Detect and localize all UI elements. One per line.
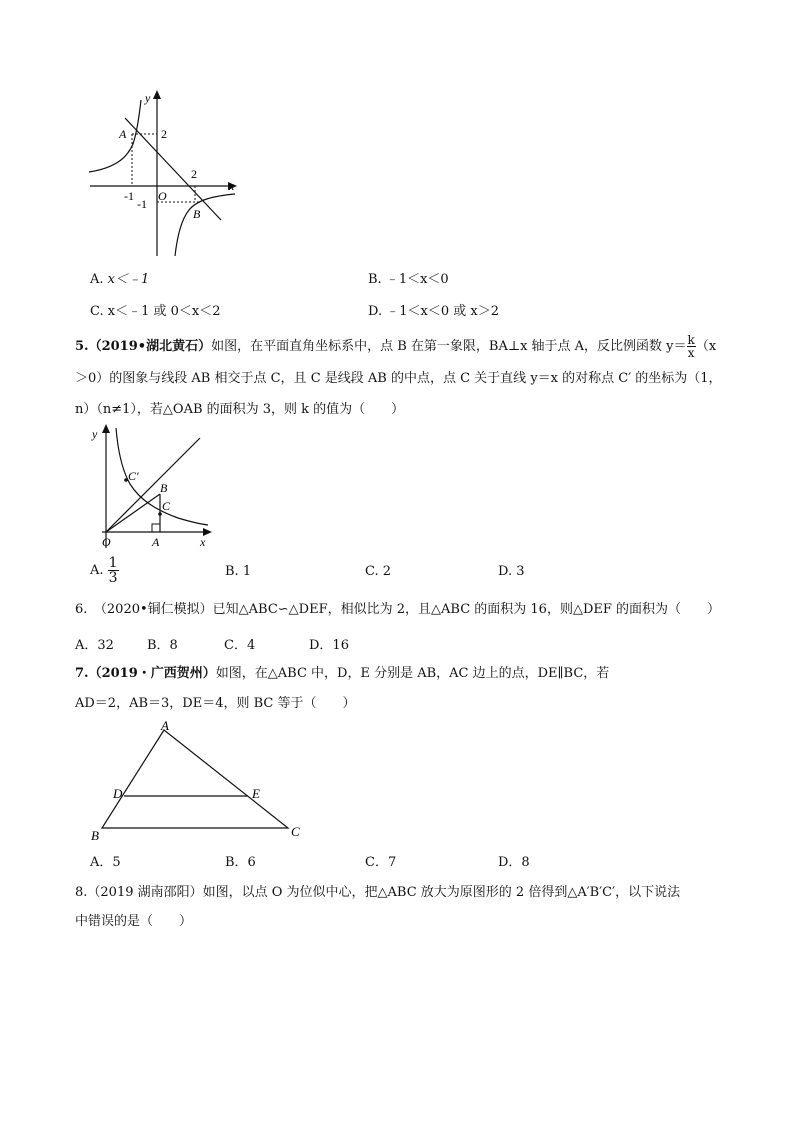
fig1-tick-2y: 2 <box>161 127 167 141</box>
q6-option-c[interactable]: C．4 <box>224 638 256 653</box>
fig1-label-A: A <box>119 127 127 141</box>
q8-line-1: 8.（2019 湖南邵阳）如图，以点 O 为位似中心，把△ABC 放大为原图形的 2 倍得到△A′B′C′，以下说法 <box>75 885 681 900</box>
fig1-label-x: x <box>229 179 235 193</box>
q7-option-d[interactable]: D．8 <box>498 855 530 870</box>
fig2-label-Cp: C′ <box>128 469 139 483</box>
fig1-tick-m1x: -1 <box>124 189 134 203</box>
fig1-label-O: O <box>158 189 167 203</box>
q4-option-a[interactable]: A. x＜﹣1 <box>90 272 150 287</box>
fig1-tick-m1y: -1 <box>137 197 147 211</box>
q5-option-a[interactable]: A. $\frac{1}{3}$ <box>90 555 118 586</box>
q5-option-d[interactable]: D. 3 <box>498 564 525 579</box>
q7-option-c[interactable]: C．7 <box>365 855 397 870</box>
q5-option-b[interactable]: B. 1 <box>225 564 252 579</box>
fig2-label-A: A <box>152 535 160 549</box>
fig2-label-O: O <box>102 535 111 549</box>
q5-line-1: 5.（2019•湖北黄石）如图，在平面直角坐标系中，点 B 在第一象限，BA⊥x 轴于点 A，反比例函数 y＝ $\frac{k}{x}$ （x <box>75 333 717 360</box>
q4-option-c[interactable]: C. x＜﹣1 或 0＜x＜2 <box>90 304 221 319</box>
fig1-tick-2x: 2 <box>191 167 197 181</box>
q5-line-3: n）（n≠1），若△OAB 的面积为 3，则 k 的值为（ ） <box>75 402 405 417</box>
fig3-label-E: E <box>252 786 260 801</box>
q7-line-1: 7.（2019・广西贺州）如图，在△ABC 中，D，E 分别是 AB，AC 边上的点，DE∥BC，若 <box>75 666 610 681</box>
q6-option-d[interactable]: D．16 <box>309 638 349 653</box>
fig2-label-y: y <box>92 427 98 441</box>
figure-hyperbola-line <box>85 88 245 258</box>
q7-option-b[interactable]: B．6 <box>225 855 256 870</box>
q7-option-a[interactable]: A．5 <box>90 855 121 870</box>
fig3-label-A: A <box>161 718 169 733</box>
fig1-label-B: B <box>193 207 201 221</box>
q8-line-2: 中错误的是（ ） <box>75 914 193 929</box>
fig1-label-y: y <box>145 91 151 105</box>
q5-line-2: ＞0）的图象与线段 AB 相交于点 C，且 C 是线段 AB 的中点，点 C 关于直线 y＝x 的对称点 C′ 的坐标为（1， <box>75 371 722 386</box>
q5-option-c[interactable]: C. 2 <box>365 564 392 579</box>
fig3-label-C: C <box>291 824 300 839</box>
figure-q5-coordinate <box>88 422 218 550</box>
q4-option-b[interactable]: B. ﹣1＜x＜0 <box>368 272 449 287</box>
fig2-label-x: x <box>200 535 206 549</box>
q6-option-a[interactable]: A．32 <box>75 638 114 653</box>
q6-question: 6. （2020•铜仁模拟）已知△ABC∽△DEF，相似比为 2，且△ABC 的面积为 16，则△DEF 的面积为（ ） <box>75 602 721 617</box>
q5-fraction-k-over-x: $\frac{k}{x}$ <box>687 333 695 360</box>
q5-option-a-fraction: $\frac{1}{3}$ <box>108 555 118 586</box>
fig2-label-B: B <box>160 481 168 495</box>
q7-line-2: AD＝2，AB＝3，DE＝4，则 BC 等于（ ） <box>75 696 356 711</box>
q6-option-b[interactable]: B．8 <box>147 638 178 653</box>
q4-option-d[interactable]: D. ﹣1＜x＜0 或 x＞2 <box>368 304 499 319</box>
fig3-label-B: B <box>91 828 99 843</box>
fig3-label-D: D <box>113 786 123 801</box>
fig2-label-C: C <box>162 499 171 513</box>
figure-triangle-abc <box>88 718 308 843</box>
